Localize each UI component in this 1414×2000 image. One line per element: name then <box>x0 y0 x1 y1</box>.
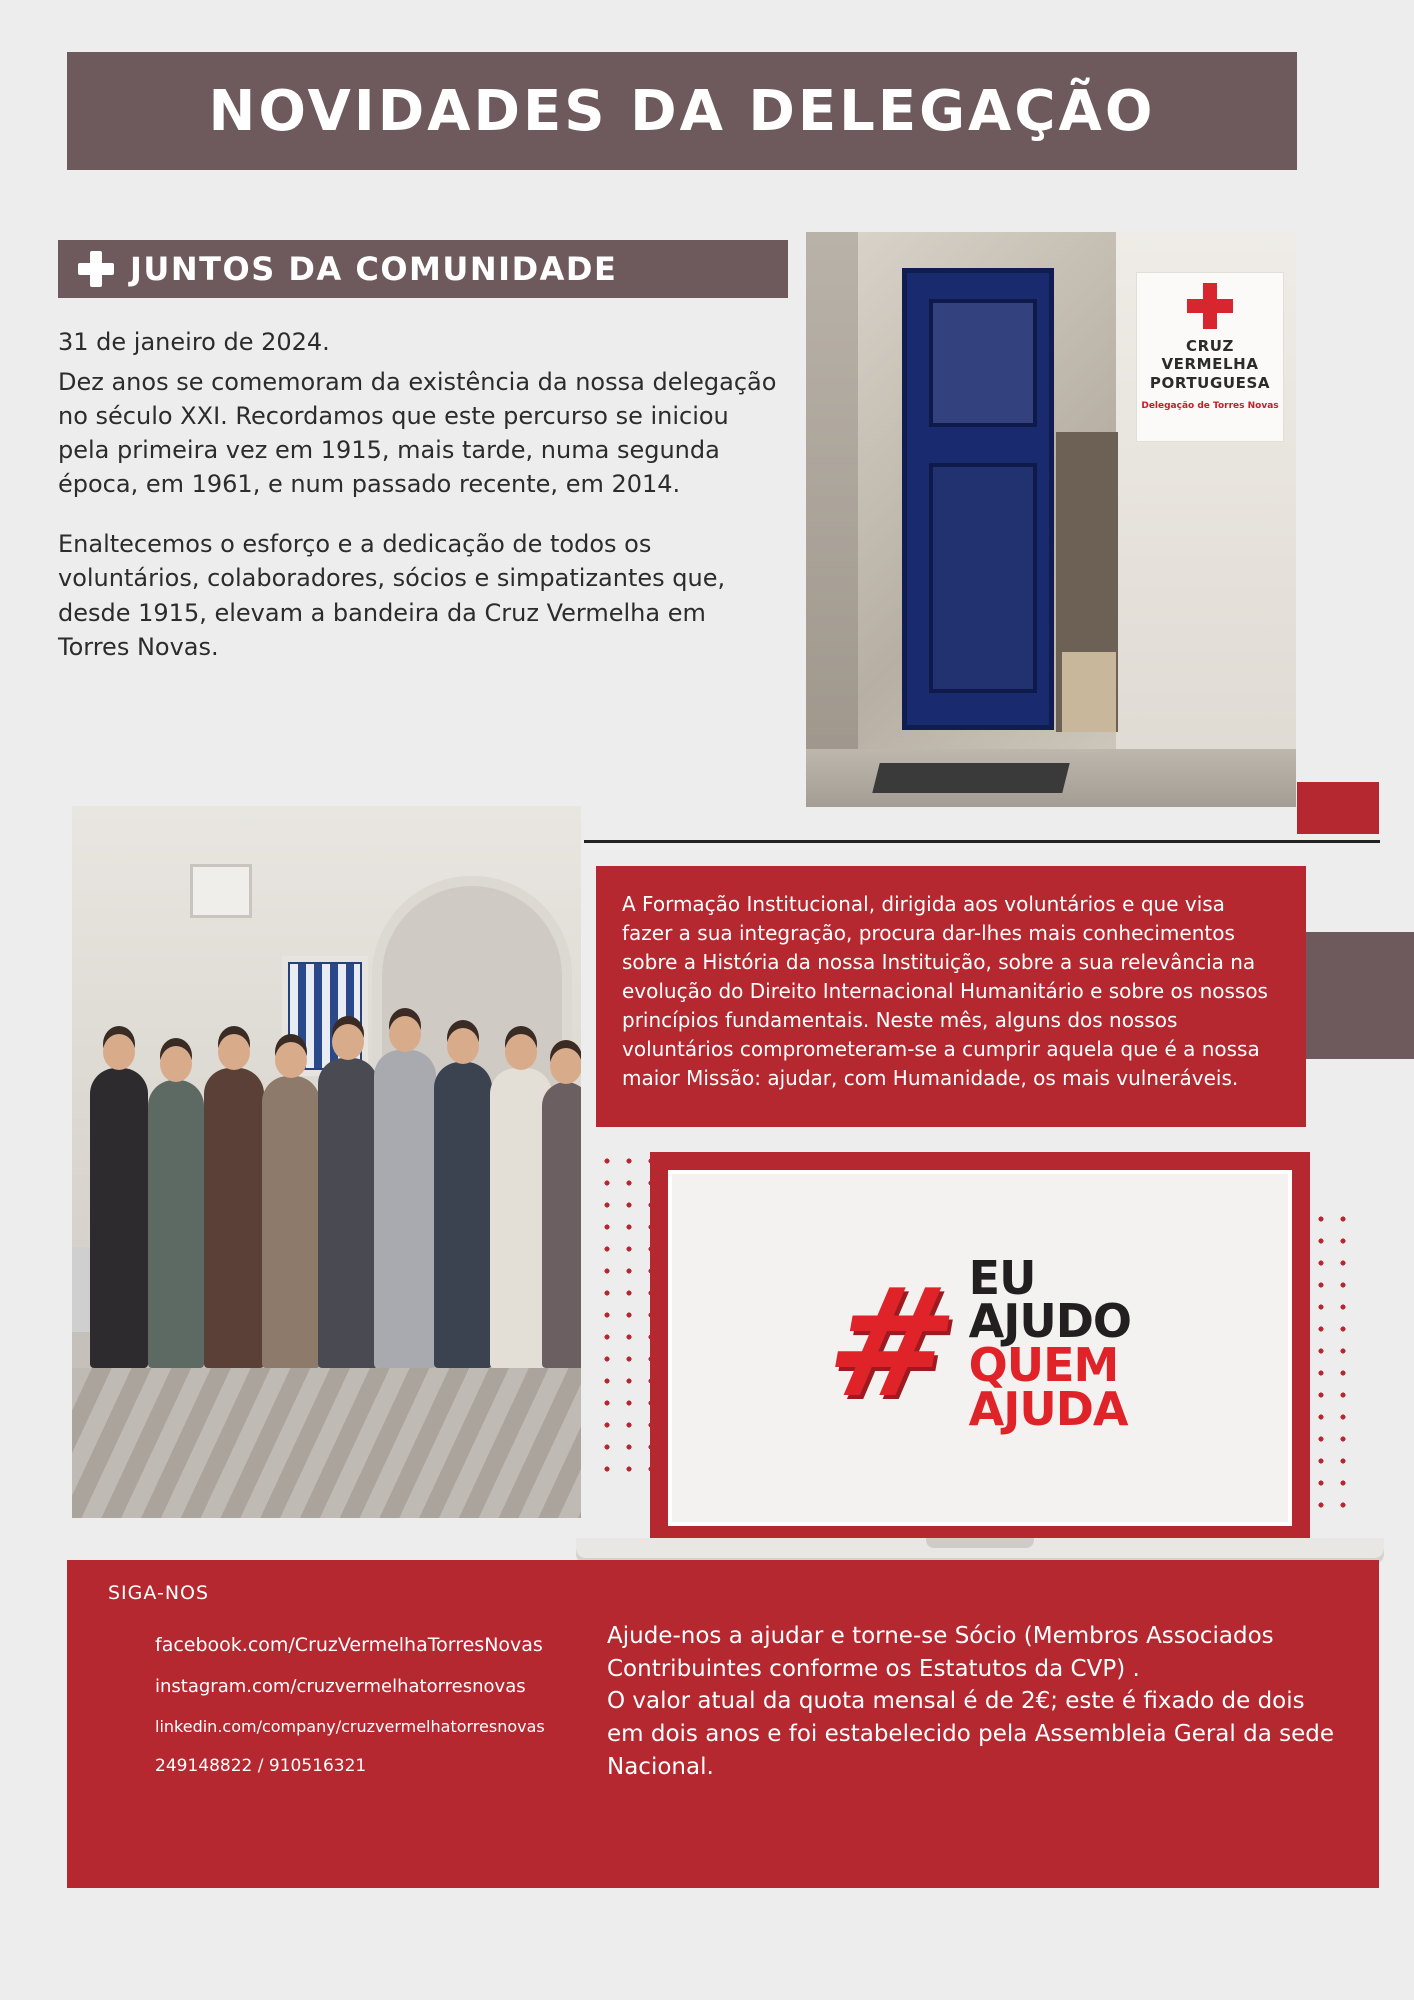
group-photo-person <box>204 1068 264 1368</box>
photo-sign <box>1136 272 1284 442</box>
group-photo <box>72 806 581 1518</box>
contact-phone-numbers[interactable]: 249148822 / 910516321 <box>155 1756 367 1776</box>
group-photo-person <box>374 1050 436 1368</box>
person-head <box>447 1028 479 1064</box>
group-photo-person <box>434 1062 492 1368</box>
social-links-list <box>155 1634 585 1796</box>
campaign-line-3: QUEM <box>968 1338 1119 1392</box>
group-photo-person <box>148 1080 204 1368</box>
sign-red-cross-icon <box>1187 283 1233 329</box>
laptop-notch <box>926 1538 1034 1548</box>
hashtag-icon: # <box>813 1257 970 1431</box>
person-head <box>275 1042 307 1078</box>
social-link-facebook[interactable]: facebook.com/CruzVermelhaTorresNovas <box>155 1634 543 1656</box>
person-head <box>389 1016 421 1052</box>
campaign-image <box>668 1170 1292 1526</box>
campaign-line-4: AJUDA <box>968 1381 1128 1436</box>
sign-line-3: PORTUGUESA <box>1149 373 1271 392</box>
laptop-mockup <box>650 1152 1310 1572</box>
person-head <box>505 1034 537 1070</box>
intro-paragraph-1: Dez anos se comemoram da existência da nossa delegação no século XXI. Recordamos que este percurso se iniciou pela primeira vez em 1915, mais tarde, numa segunda época, em 1961, e num passado recente, em 2014. <box>58 368 777 499</box>
person-head <box>332 1024 364 1060</box>
group-photo-person <box>262 1076 320 1368</box>
follow-us-label: SIGA-NOS <box>108 1582 210 1604</box>
formacao-institucional-box <box>596 866 1306 1127</box>
campaign-content <box>813 1250 1132 1436</box>
photo-door-glass <box>929 299 1037 427</box>
red-cross-icon <box>78 251 114 287</box>
footer-membership-text <box>607 1620 1347 1783</box>
group-photo-wallbox <box>190 864 252 918</box>
red-square-accent <box>1297 782 1379 834</box>
header-banner <box>67 52 1297 170</box>
intro-text-block <box>58 325 778 664</box>
footer-text-line-1: Ajude-nos a ajudar e torne-se Sócio (Membros Associados Contribuintes conforme os Estatutos da CVP) . <box>607 1623 1274 1682</box>
photo-wall-left <box>806 232 864 807</box>
photo-blue-door <box>902 268 1054 730</box>
group-photo-pavement <box>72 1368 581 1518</box>
intro-paragraph-2: Enaltecemos o esforço e a dedicação de todos os voluntários, colaboradores, sócios e simpatizantes que, desde 1915, elevam a bandeira da Cruz Vermelha em Torres Novas. <box>58 530 726 661</box>
sign-line-1: CRUZ <box>1185 337 1234 355</box>
section-label-text: JUNTOS DA COMUNIDADE <box>130 250 618 288</box>
social-link-instagram[interactable]: instagram.com/cruzvermelhatorresnovas <box>155 1676 526 1697</box>
horizontal-divider <box>584 840 1380 843</box>
campaign-line-2: AJUDO <box>968 1294 1132 1349</box>
campaign-words <box>968 1250 1132 1436</box>
campaign-line-1: EU <box>968 1250 1036 1305</box>
intro-date: 31 de janeiro de 2024. <box>58 328 330 356</box>
laptop-screen <box>650 1152 1310 1544</box>
photo-interior-furniture <box>1062 652 1116 732</box>
sign-subtitle: Delegação de Torres Novas <box>1141 400 1279 411</box>
person-head <box>218 1034 250 1070</box>
formacao-text: A Formação Institucional, dirigida aos voluntários e que visa fazer a sua integração, procura dar-lhes mais conhecimentos sobre a História da nossa Instituição, sobre a sua relevância na evolução do Direito Internacional Humanitário e sobre os nossos princípios fundamentais. Neste mês, alguns dos nossos voluntários comprometeram-se a cumprir aquela que é a nossa maior Missão: ajudar, com Humanidade, os mais vulneráveis. <box>622 892 1268 1090</box>
person-head <box>550 1048 581 1084</box>
group-photo-person <box>318 1058 378 1368</box>
photo-doormat <box>872 763 1069 793</box>
sign-line-2: VERMELHA <box>1161 355 1259 374</box>
grey-accent-block <box>1306 932 1414 1059</box>
footer-text-line-2: O valor atual da quota mensal é de 2€; este é fixado de dois em dois anos e foi estabelecido pela Assembleia Geral da sede Nacional. <box>607 1688 1334 1780</box>
entrance-photo <box>806 232 1296 807</box>
person-head <box>103 1034 135 1070</box>
social-link-linkedin[interactable]: linkedin.com/company/cruzvermelhatorresnovas <box>155 1717 545 1736</box>
group-photo-person <box>90 1068 148 1368</box>
section-label-juntos-da-comunidade <box>58 240 788 298</box>
group-photo-person <box>542 1082 581 1368</box>
page-title: NOVIDADES DA DELEGAÇÃO <box>208 78 1156 144</box>
photo-door-panel <box>929 463 1037 693</box>
person-head <box>160 1046 192 1082</box>
